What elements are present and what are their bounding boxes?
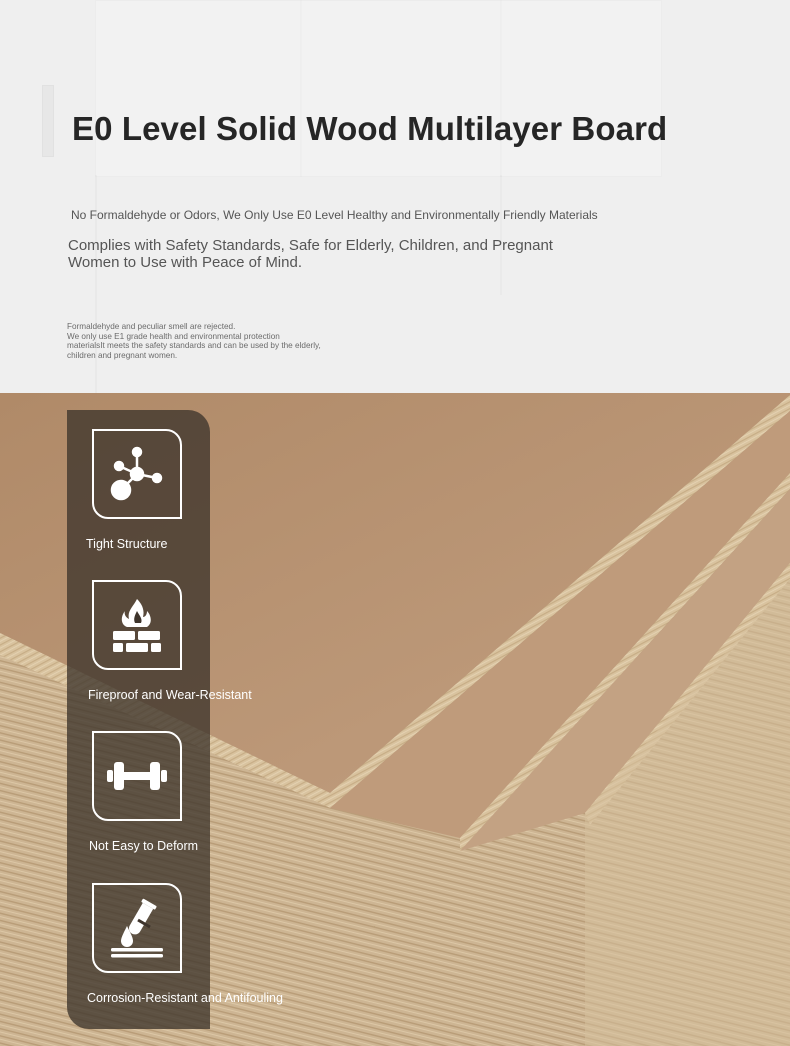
molecule-icon (92, 429, 182, 519)
background-decoration (500, 0, 662, 177)
feature-label: Tight Structure (86, 537, 168, 551)
fire-brick-icon (92, 580, 182, 670)
page-title: E0 Level Solid Wood Multilayer Board (72, 110, 668, 147)
subtitle: No Formaldehyde or Odors, We Only Use E0 Level Healthy and Environmentally Friendly Materials (71, 208, 598, 222)
dumbbell-icon (92, 731, 182, 821)
english-caption-line: children and pregnant women. (67, 350, 178, 360)
feature-label: Corrosion-Resistant and Antifouling (87, 991, 283, 1005)
hero-section (0, 0, 790, 393)
feature-label: Not Easy to Deform (89, 839, 199, 853)
english-caption-line: We only use E1 grade health and environmental protection (67, 331, 280, 341)
description: Complies with Safety Standards, Safe for Elderly, Children, and Pregnant Women to Use with Peace of Mind. (68, 237, 553, 271)
background-decoration (300, 0, 502, 177)
english-caption (67, 322, 357, 360)
background-decoration (500, 175, 502, 295)
background-decoration (95, 0, 302, 177)
test-tube-drop-icon (92, 883, 182, 973)
background-decoration (42, 85, 54, 157)
english-caption-line: materialsIt meets the safety standards and can be used by the elderly, (67, 341, 321, 351)
english-caption-line: Formaldehyde and peculiar smell are rejected. (67, 322, 236, 331)
feature-label: Fireproof and Wear-Resistant (88, 688, 252, 702)
